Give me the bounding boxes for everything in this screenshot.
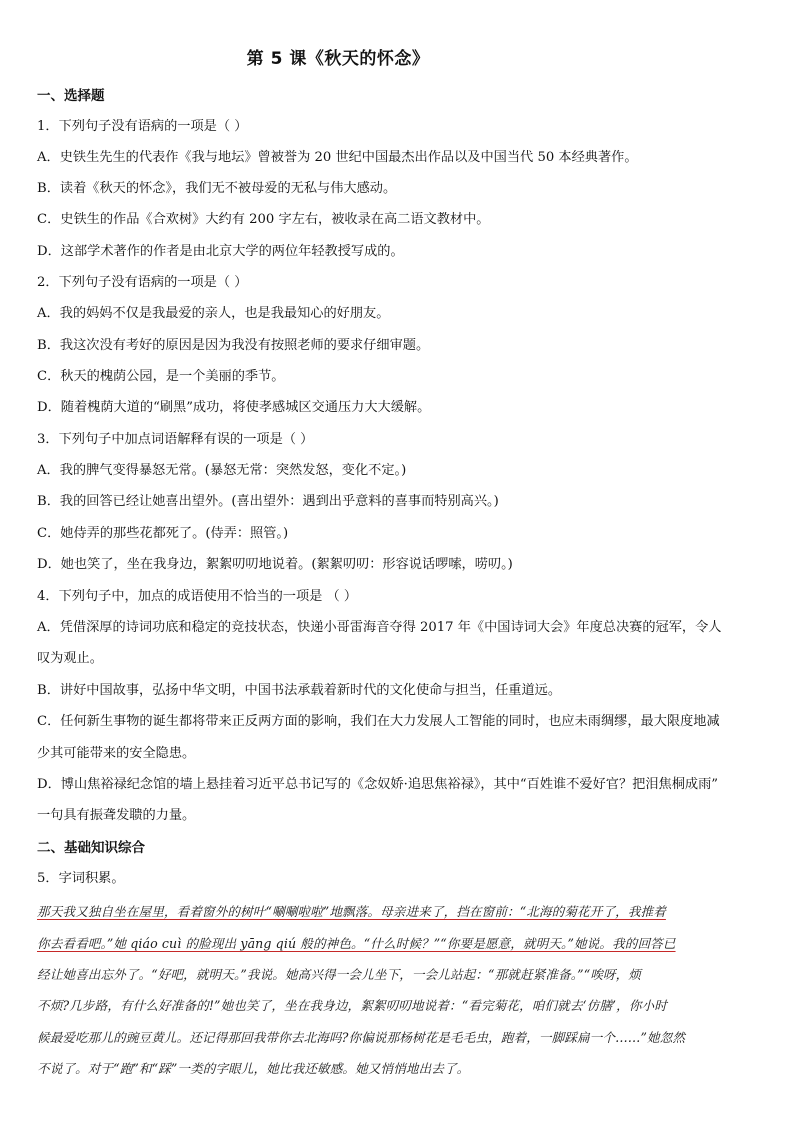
question-1-option-d: D．这部学术著作的作者是由北京大学的两位年轻教授写成的。 [37, 244, 404, 259]
question-1-option-c: C．史铁生的作品《合欢树》大约有 200 字左右，被收录在高二语文教材中。 [37, 212, 490, 227]
section-heading-choice: 一、选择题 [37, 88, 105, 104]
passage-line-1: 那天我又独自坐在屋里，看着窗外的树叶“唰唰啦啦”地飘落。母亲进来了，挡在窗前：“北海的菊花开了，我推着 [37, 904, 666, 919]
question-3-stem: 3．下列句子中加点词语解释有误的一项是（ ） [37, 432, 314, 447]
question-2-stem: 2．下列句子没有语病的一项是（ ） [37, 275, 248, 290]
question-4-option-d-line-1: D．博山焦裕禄纪念馆的墙上悬挂着习近平总书记写的《念奴娇·追思焦裕禄》，其中“百姓谁不爱好官？把泪焦桐成雨” [37, 777, 719, 792]
question-2-option-a: A．我的妈妈不仅是我最爱的亲人，也是我最知心的好朋友。 [37, 306, 390, 321]
question-4-option-a-line-1: A．凭借深厚的诗词功底和稳定的竞技状态，快递小哥雷海音夺得 2017 年《中国诗词大会》年度总决赛的冠军，令人 [37, 620, 722, 635]
passage-line-5: 候最爱吃那儿的豌豆黄儿。还记得那回我带你去北海吗?你偏说那杨树花是毛毛虫，跑着，一脚踩扁一个……”她忽然 [37, 1030, 686, 1045]
passage-line-2: 你去看看吧。”她 qiáo cuì 的脸现出 yāng qiú 般的神色。“什么时候？”“你要是愿意，就明天。”她说。我的回答已 [37, 936, 676, 951]
question-4-stem: 4．下列句子中，加点的成语使用不恰当的一项是 （ ） [37, 589, 358, 604]
question-4-option-c-line-1: C．任何新生事物的诞生都将带来正反两方面的影响，我们在大力发展人工智能的同时，也应未雨绸缪，最大限度地减 [37, 714, 720, 729]
passage-line-4: 不烦?几步路，有什么好准备的!”她也笑了，坐在我身边，絮絮叨叨地说着：“看完菊花，咱们就去‘仿膳’，你小时 [37, 998, 667, 1013]
passage-line-6: 不说了。对于“跑”和“踩”一类的字眼儿，她比我还敏感。她又悄悄地出去了。 [37, 1061, 470, 1076]
question-2-option-d: D．随着槐荫大道的“刷黑”成功，将使孝感城区交通压力大大缓解。 [37, 400, 431, 415]
question-3-option-a: A．我的脾气变得暴怒无常。(暴怒无常：突然发怒，变化不定。) [37, 463, 407, 478]
question-2-option-b: B．我这次没有考好的原因是因为我没有按照老师的要求仔细审题。 [37, 338, 430, 353]
passage-line-3: 经让她喜出忘外了。“好吧，就明天。”我说。她高兴得一会儿坐下，一会儿站起：“那就赶紧准备。”“唉呀，烦 [37, 967, 642, 982]
question-3-option-c: C．她侍弄的那些花都死了。(侍弄：照管。) [37, 526, 289, 541]
page-title: 第 5 课《秋天的怀念》 [246, 49, 430, 69]
question-2-option-c: C．秋天的槐荫公园，是一个美丽的季节。 [37, 369, 285, 384]
question-3-option-b: B．我的回答已经让她喜出望外。(喜出望外：遇到出乎意料的喜事而特别高兴。) [37, 494, 499, 509]
question-1-option-b: B．读着《秋天的怀念》，我们无不被母爱的无私与伟大感动。 [37, 181, 397, 196]
question-4-option-d-line-2: 一句具有振聋发聩的力量。 [37, 808, 196, 823]
question-4-option-b: B．讲好中国故事，弘扬中华文明，中国书法承载着新时代的文化使命与担当，任重道远。 [37, 683, 561, 698]
question-4-option-a-line-2: 叹为观止。 [37, 651, 103, 666]
question-3-option-d: D．她也笑了，坐在我身边，絮絮叨叨地说着。(絮絮叨叨：形容说话啰嗦，唠叨。) [37, 557, 513, 572]
question-4-option-c-line-2: 少其可能带来的安全隐患。 [37, 746, 196, 761]
question-1-stem: 1．下列句子没有语病的一项是（ ） [37, 119, 248, 134]
question-5-stem: 5．字词积累。 [37, 871, 125, 886]
question-1-option-a: A．史铁生先生的代表作《我与地坛》曾被誉为 20 世纪中国最杰出作品以及中国当代 50 本经典著作。 [37, 150, 638, 165]
section-heading-basics: 二、基础知识综合 [37, 840, 145, 856]
